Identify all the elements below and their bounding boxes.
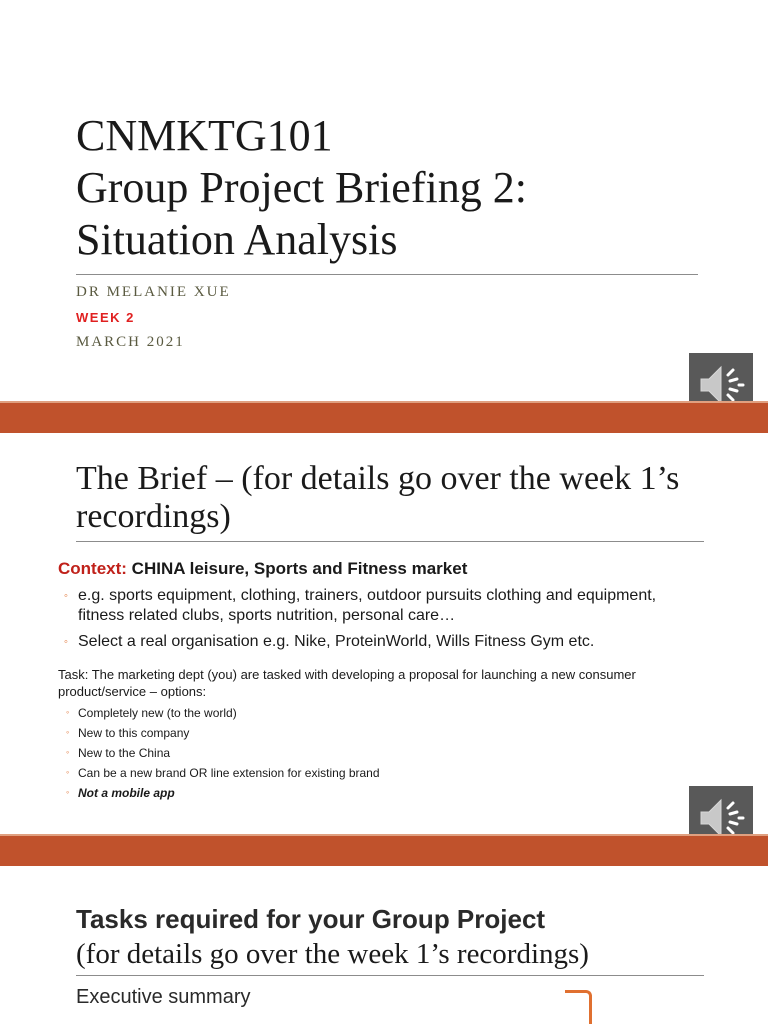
list-item [66, 703, 666, 723]
brief-divider [76, 541, 704, 542]
title-divider [76, 274, 698, 275]
context-text: CHINA leisure, Sports and Fitness market [126, 559, 468, 578]
list-item [64, 586, 704, 626]
option-text: Completely new (to the world) [78, 706, 237, 720]
option-text: New to the China [78, 746, 171, 760]
bullet-text: e.g. sports equipment, clothing, trainers, outdoor pursuits clothing and equipment, fitness related clubs, sports nutrition, personal care… [78, 587, 657, 624]
brief-title: The Brief – (for details go over the week 1’s recordings) [76, 460, 680, 535]
title-slide [0, 0, 768, 400]
list-item [66, 743, 666, 763]
list-item [66, 723, 666, 743]
slide-separator-band [0, 401, 768, 433]
title-line-topic: Situation Analysis [76, 215, 398, 264]
bracket-shape [565, 990, 592, 1024]
ring-bullet-icon: ◦ [66, 787, 70, 797]
task-description: Task: The marketing dept (you) are tasked with developing a proposal for launching a new consumer product/service – options: [58, 667, 636, 699]
ring-bullet-icon: ◦ [64, 636, 68, 648]
slide-separator-band [0, 834, 768, 866]
context-line [58, 559, 467, 579]
author-name: DR MELANIE XUE [76, 284, 231, 300]
tasks-title: Tasks required for your Group Project [76, 904, 546, 934]
tasks-subtitle: (for details go over the week 1’s recordings) [76, 938, 589, 970]
context-label: Context: [58, 559, 127, 578]
title-line-briefing: Group Project Briefing 2: [76, 163, 527, 212]
list-item [66, 783, 666, 803]
list-item [66, 763, 666, 783]
executive-summary-item: Executive summary [76, 986, 251, 1008]
ring-bullet-icon: ◦ [66, 707, 70, 717]
ring-bullet-icon: ◦ [66, 747, 70, 757]
ring-bullet-icon: ◦ [64, 590, 68, 602]
date-label: MARCH 2021 [76, 334, 185, 350]
context-bullets [64, 586, 704, 658]
slide-title [76, 110, 716, 266]
options-list [66, 703, 666, 803]
option-text-emphasis: Not a mobile app [78, 786, 175, 800]
bullet-text: Select a real organisation e.g. Nike, ProteinWorld, Wills Fitness Gym etc. [78, 633, 595, 650]
title-line-course: CNMKTG101 [76, 111, 333, 160]
week-label: WEEK 2 [76, 310, 135, 325]
tasks-divider [76, 975, 704, 976]
ring-bullet-icon: ◦ [66, 767, 70, 777]
option-text: Can be a new brand OR line extension for existing brand [78, 766, 380, 780]
list-item [64, 632, 704, 652]
ring-bullet-icon: ◦ [66, 727, 70, 737]
option-text: New to this company [78, 726, 190, 740]
